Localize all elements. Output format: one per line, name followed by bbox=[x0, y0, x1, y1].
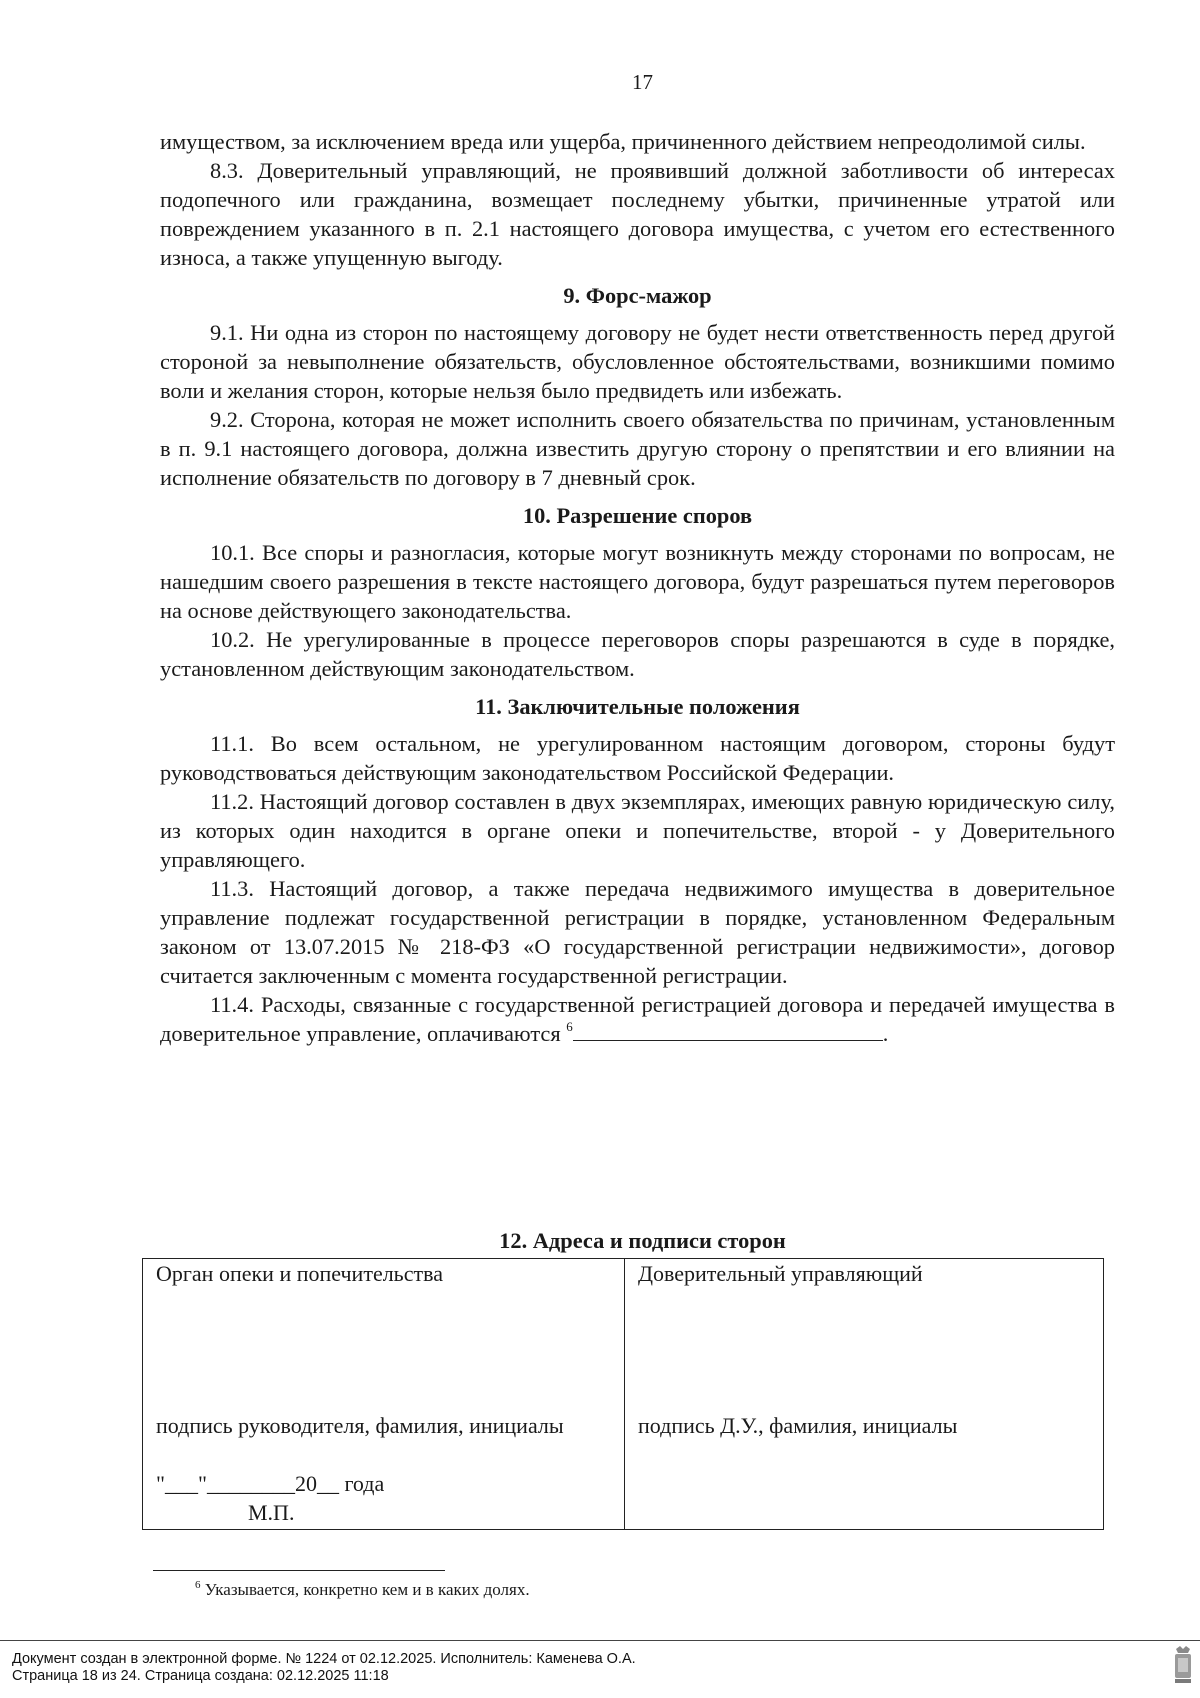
paragraph-11-4 bbox=[160, 990, 1115, 1048]
paragraph-11-1: 11.1. Во всем остальном, не урегулированном настоящим договором, стороны будут руководствоваться действующим законодательством Российской Федерации. bbox=[160, 731, 1115, 785]
section-heading-10: 10. Разрешение споров bbox=[522, 503, 753, 528]
footer-line-1: Документ создан в электронной форме. № 1224 от 02.12.2025. Исполнитель: Каменева О.А. bbox=[12, 1651, 636, 1667]
paragraph-11-4-end: . bbox=[882, 1021, 889, 1046]
page-number: 17 bbox=[632, 70, 653, 94]
paragraph-11-4-text: 11.4. Расходы, связанные с государственной регистрацией договора и передачей имущества в доверительное управление, оплачиваются bbox=[160, 992, 1115, 1046]
coat-of-arms-icon bbox=[1172, 1645, 1194, 1690]
paragraph-11-3: 11.3. Настоящий договор, а также передача недвижимого имущества в доверительное управление подлежат государственной регистрации в порядке, установленном Федеральным законом от 13.07.2015 № 218-ФЗ «О государственной регистрации недвижимости», договор считается заключенным с момента государственной регистрации. bbox=[160, 876, 1115, 988]
footnote bbox=[195, 1580, 530, 1600]
guardianship-sign-label: подпись руководителя, фамилия, инициалы bbox=[156, 1413, 564, 1438]
document-body bbox=[160, 127, 1115, 1048]
footnote-text: Указывается, конкретно кем и в каких долях. bbox=[204, 1580, 530, 1599]
signatures-table bbox=[142, 1258, 1104, 1530]
signature-cell-guardianship bbox=[143, 1259, 625, 1529]
section-heading-9: 9. Форс-мажор bbox=[563, 283, 712, 308]
footnote-ref: 6 bbox=[566, 1019, 573, 1034]
footnote-number: 6 bbox=[195, 1579, 201, 1591]
stamp-label: М.П. bbox=[248, 1500, 295, 1525]
paragraph-11-2: 11.2. Настоящий договор составлен в двух экземплярах, имеющих равную юридическую силу, из которых один находится в органе опеки и попечительстве, второй - у Доверительного управляющего. bbox=[160, 789, 1115, 872]
guardianship-date-line: "___"________20__ года bbox=[156, 1471, 385, 1496]
trustee-sign-label: подпись Д.У., фамилия, инициалы bbox=[638, 1413, 958, 1438]
paragraph-10-1: 10.1. Все споры и разногласия, которые могут возникнуть между сторонами по вопросам, не нашедшим своего разрешения в тексте настоящего договора, будут разрешаться путем переговоров на основе действующего законодательства. bbox=[160, 540, 1115, 623]
footnote-divider bbox=[153, 1570, 445, 1571]
footer-line-2: Страница 18 из 24. Страница создана: 02.12.2025 11:18 bbox=[12, 1668, 389, 1684]
paragraph-carryover: имуществом, за исключением вреда или ущерба, причиненного действием непреодолимой силы. bbox=[160, 129, 1086, 154]
signatures-title: 12. Адреса и подписи сторон bbox=[499, 1228, 786, 1253]
payer-blank-line bbox=[573, 1020, 883, 1041]
guardianship-heading: Орган опеки и попечительства bbox=[156, 1261, 443, 1286]
signature-cell-trustee bbox=[625, 1259, 1105, 1529]
section-heading-11: 11. Заключительные положения bbox=[475, 694, 800, 719]
trustee-heading: Доверительный управляющий bbox=[638, 1261, 923, 1286]
paragraph-10-2: 10.2. Не урегулированные в процессе переговоров споры разрешаются в суде в порядке, установленном действующим законодательством. bbox=[160, 627, 1115, 681]
paragraph-9-2: 9.2. Сторона, которая не может исполнить своего обязательства по причинам, установленным в п. 9.1 настоящего договора, должна известить другую сторону о препятствии и его влиянии на исполнение обязательств по договору в 7 дневный срок. bbox=[160, 407, 1115, 490]
electronic-document-footer bbox=[0, 1640, 1200, 1685]
paragraph-8-3: 8.3. Доверительный управляющий, не проявивший должной заботливости об интересах подопечного или гражданина, возмещает последнему убытки, причиненные утратой или повреждением указанного в п. 2.1 настоящего договора имущества, с учетом его естественного износа, а также упущенную выгоду. bbox=[160, 158, 1115, 270]
paragraph-9-1: 9.1. Ни одна из сторон по настоящему договору не будет нести ответственность перед другой стороной за невыполнение обязательств, обусловленное обстоятельствами, возникшими помимо воли и желания сторон, которые нельзя было предвидеть или избежать. bbox=[160, 320, 1115, 403]
